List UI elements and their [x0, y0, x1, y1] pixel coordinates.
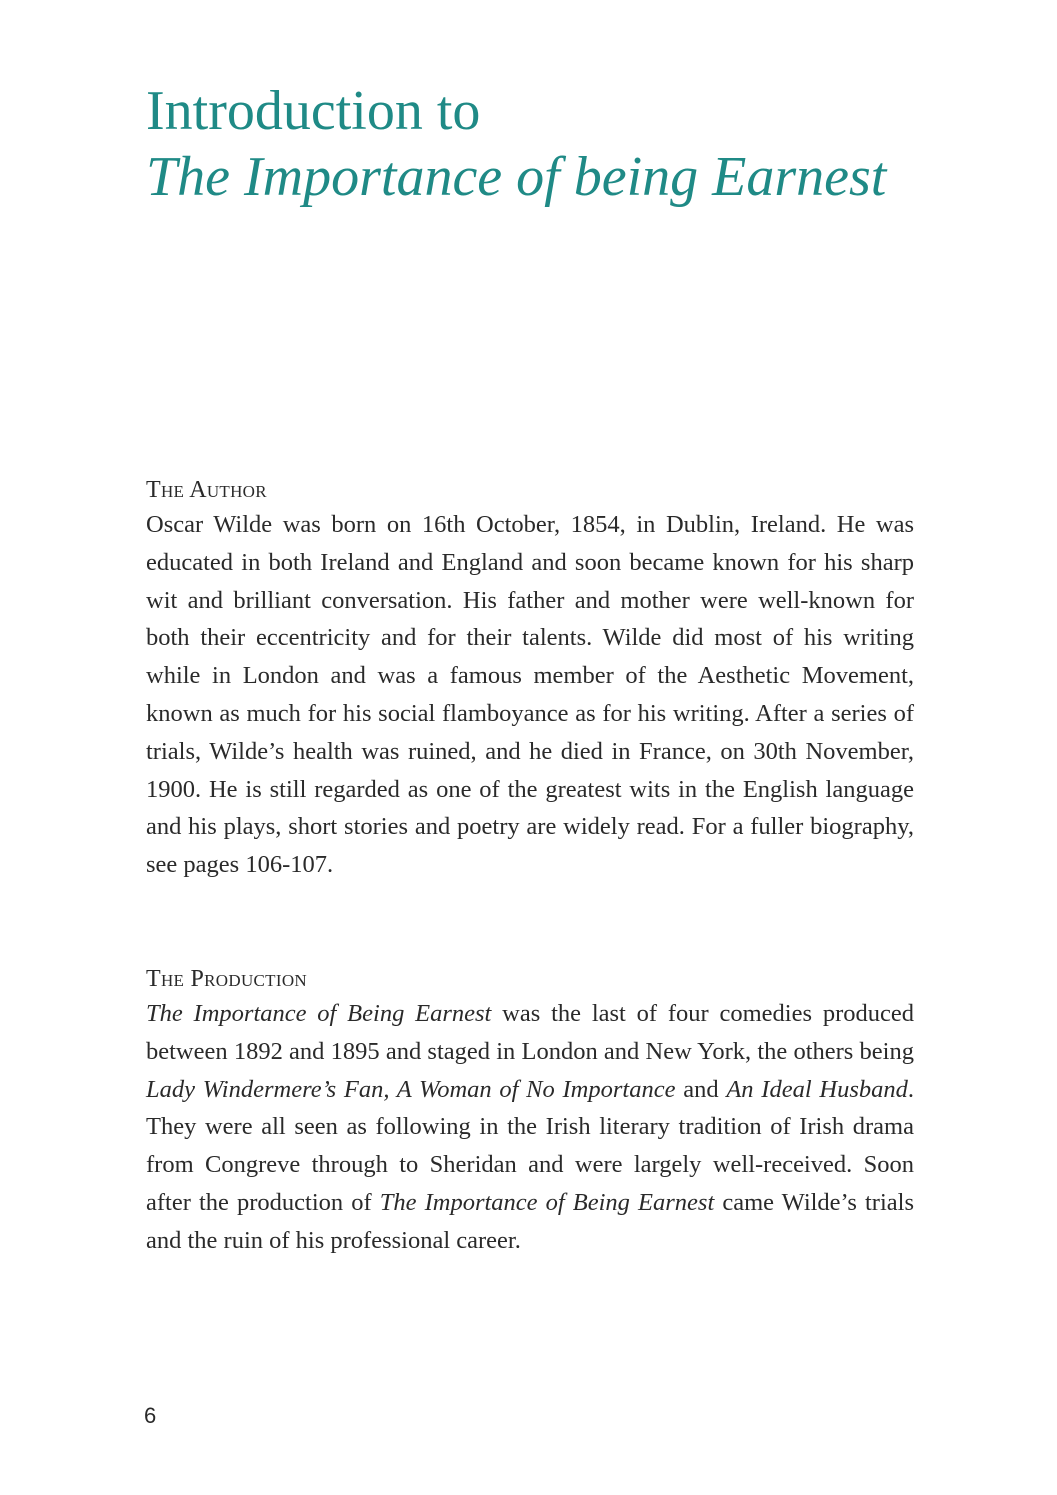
title-line-1: Introduction to: [146, 80, 481, 142]
text-run: . They were all seen as following in the Irish literary tradition of Irish drama from Congreve through to Sheridan and were largely well-received. Soon after the production of: [146, 1075, 914, 1216]
italic-run: Lady Windermere’s Fan, A Woman of No Importance: [146, 1075, 676, 1103]
section-paragraph: [146, 506, 914, 884]
text-run: Oscar Wilde was born on 16th October, 1854, in Dublin, Ireland. He was educated in both Ireland and England and soon became known for his sharp wit and brilliant conversation. His father and mother were well-known for both their eccentricity and for their talents. Wilde did most of his writing while in London and was a famous member of the Aesthetic Movement, known as much for his social flamboyance as for his writing. After a series of trials, Wilde’s health was ruined, and he died in France, on 30th November, 1900. He is still regarded as one of the greatest wits in the English language and his plays, short stories and poetry are widely read. For a fuller biography, see pages 106-107.: [146, 511, 914, 879]
section-heading: The Production: [146, 966, 307, 992]
italic-run: An Ideal Husband: [726, 1075, 908, 1103]
page-title: [146, 78, 946, 210]
text-run: was the last of four comedies produced between 1892 and 1895 and staged in London and New York, the others being: [146, 1000, 914, 1065]
text-run: came Wilde’s trials and the ruin of his professional career.: [146, 1188, 914, 1254]
section-heading: The Author: [146, 477, 267, 503]
section-paragraph: [146, 995, 914, 1260]
section-the-author: [146, 474, 914, 884]
text-run: and: [675, 1075, 727, 1103]
italic-run: The Importance of Being Earnest: [146, 1000, 492, 1027]
title-line-2: The Importance of being Earnest: [146, 146, 887, 208]
section-the-production: [146, 963, 914, 1260]
page-number: 6: [144, 1403, 157, 1428]
italic-run: The Importance of Being Earnest: [379, 1188, 715, 1216]
